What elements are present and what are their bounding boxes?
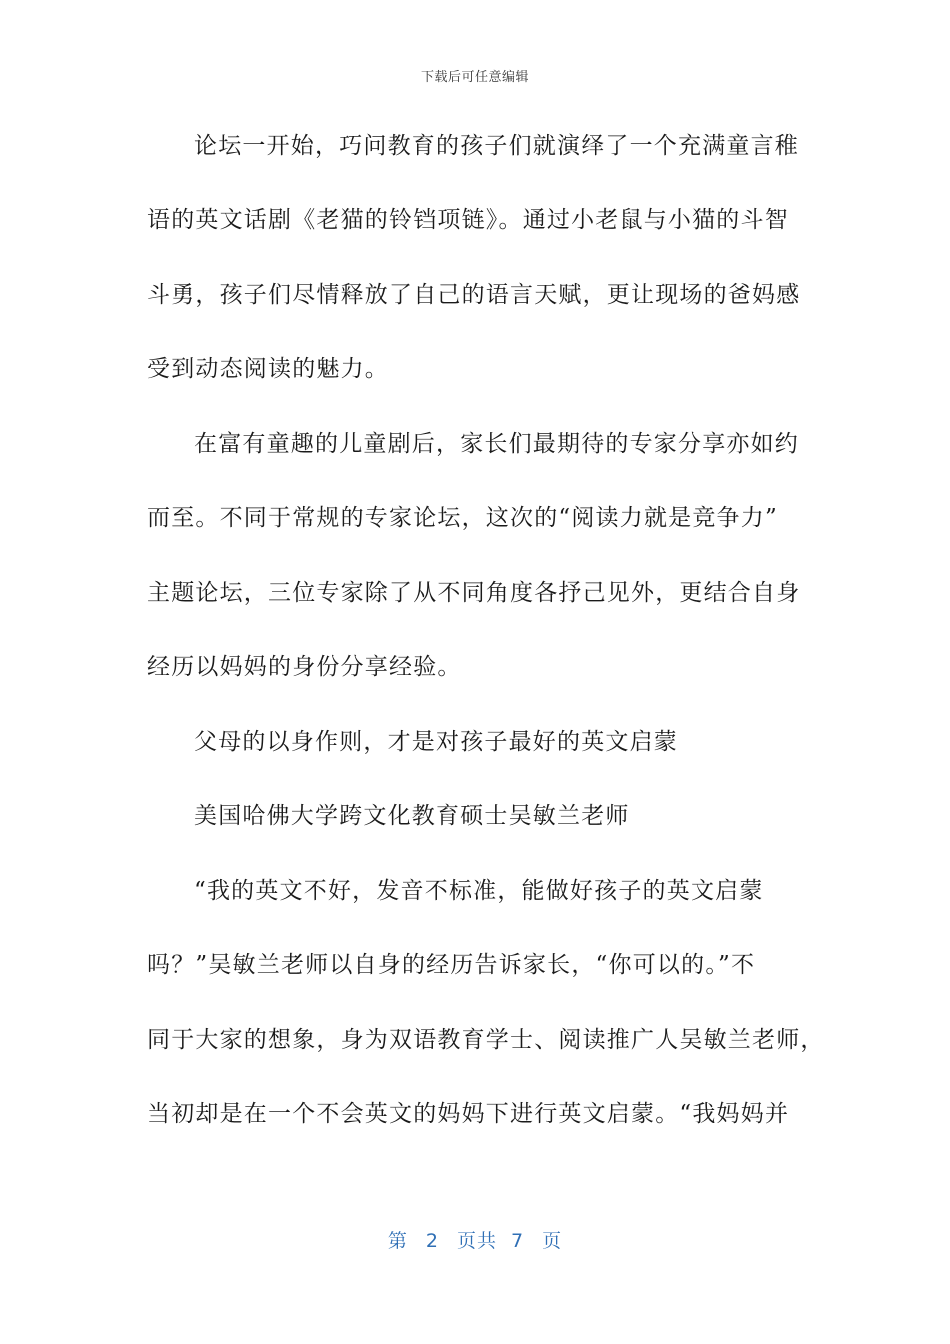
body-line: 斗勇，孩子们尽情释放了自己的语言天赋，更让现场的爸妈感 [147, 282, 801, 308]
body-line: 经历以妈妈的身份分享经验。 [147, 654, 462, 680]
body-line: 受到动态阅读的魅力。 [147, 356, 389, 382]
body-line: 同于大家的想象，身为双语教育学士、阅读推广人吴敏兰老师， [147, 1027, 825, 1053]
footer-middle: 页共 [456, 1230, 497, 1252]
body-line: 而至。不同于常规的专家论坛，这次的“阅读力就是竞争力” [147, 505, 778, 531]
body-line: 语的英文话剧《老猫的铃铛项链》。通过小老鼠与小猫的斗智 [147, 207, 789, 233]
body-line: 当初却是在一个不会英文的妈妈下进行英文启蒙。“我妈妈并 [147, 1101, 790, 1127]
footer-prefix: 第 [387, 1230, 408, 1252]
speaker-title: 美国哈佛大学跨文化教育硕士吴敏兰老师 [194, 803, 630, 829]
body-line: 在富有童趣的儿童剧后，家长们最期待的专家分享亦如约 [194, 431, 799, 457]
page-header: 下载后可任意编辑 [420, 70, 529, 85]
body-line: 吗？”吴敏兰老师以自身的经历告诉家长，“你可以的。”不 [147, 952, 756, 978]
body-line: “我的英文不好，发音不标准，能做好孩子的英文启蒙 [194, 878, 764, 904]
footer-current-page: 2 [425, 1230, 439, 1252]
footer-suffix: 页 [542, 1230, 563, 1252]
footer-total-pages: 7 [511, 1230, 525, 1252]
body-line: 主题论坛，三位专家除了从不同角度各抒己见外，更结合自身 [147, 580, 801, 606]
section-heading: 父母的以身作则，才是对孩子最好的英文启蒙 [194, 729, 678, 755]
body-line: 论坛一开始，巧问教育的孩子们就演绎了一个充满童言稚 [194, 133, 799, 159]
page-footer [0, 1226, 950, 1253]
